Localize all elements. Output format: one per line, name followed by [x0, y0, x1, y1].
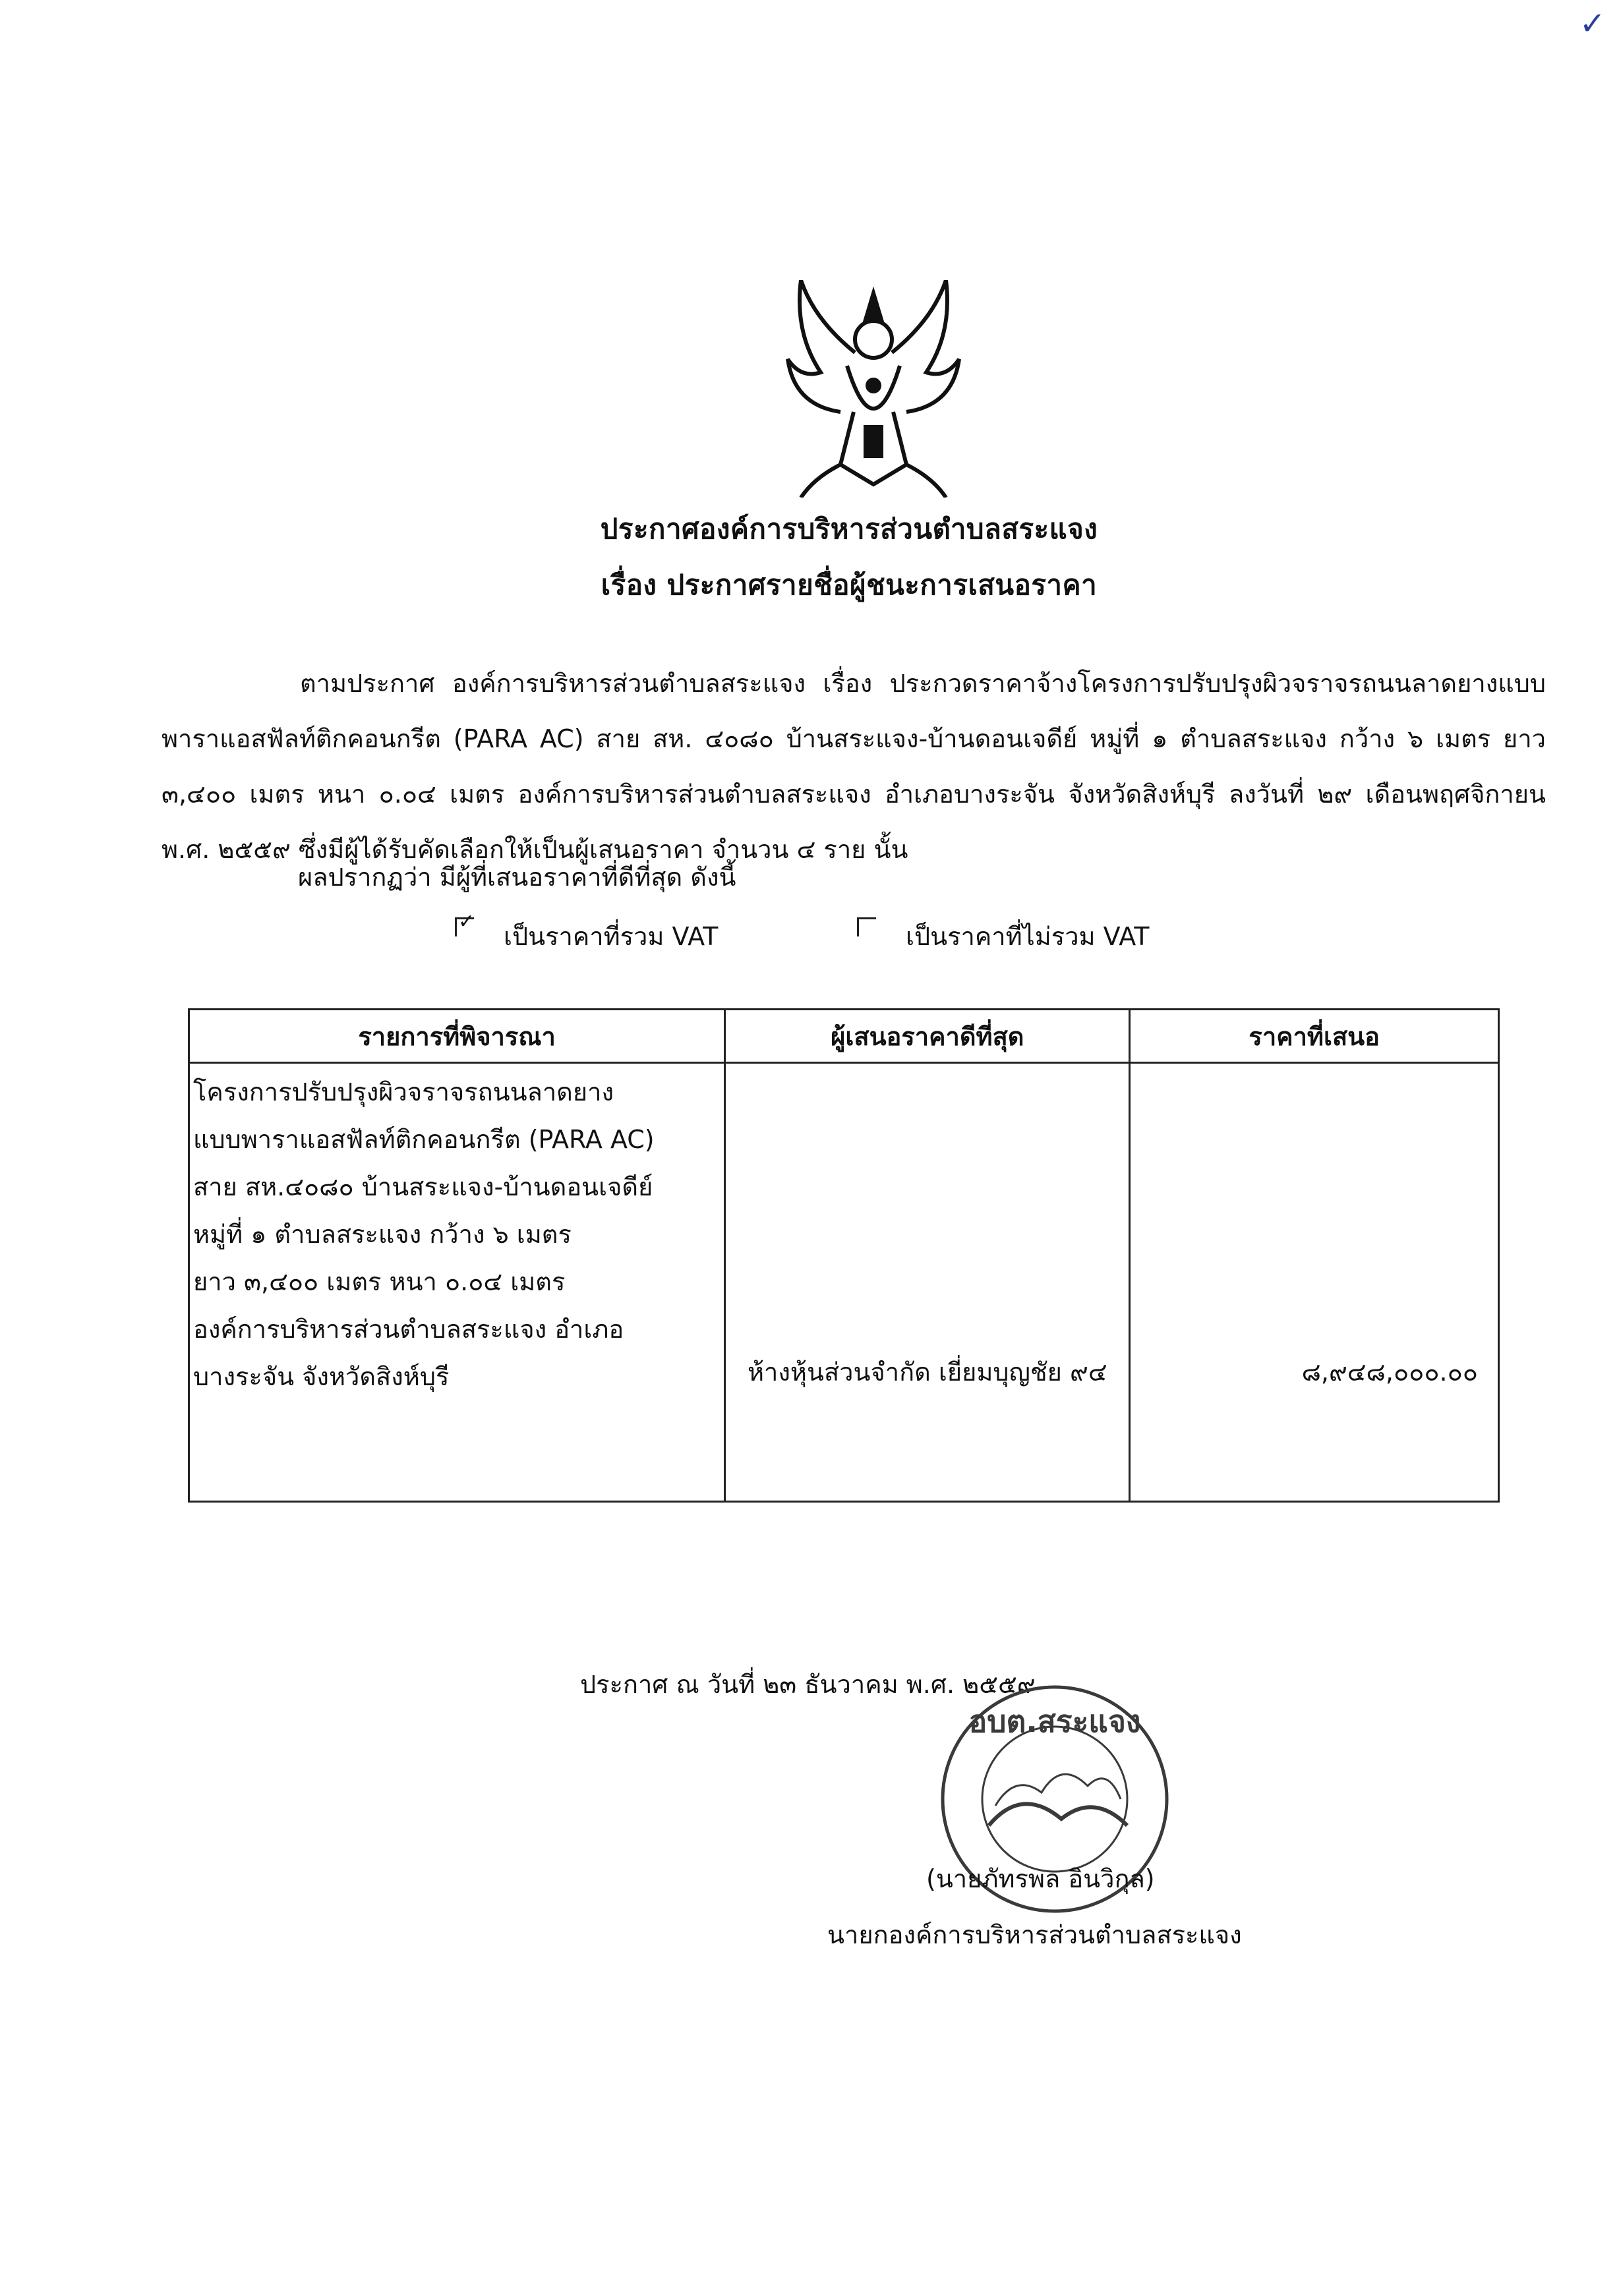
body-paragraph: ตามประกาศ องค์การบริหารส่วนตำบลสระแจง เรื่อง ประกวดราคาจ้างโครงการปรับปรุงผิวจราจรถนนลาดยางแบบพาราแอสฟัลท์ติกคอนกรีต (PARA AC) สาย สห. ๔๐๘๐ บ้านสระแจง-บ้านดอนเจดีย์ หมู่ที่ ๑ ตำบลสระแจง กว้าง ๖ เมตร ยาว ๓,๔๐๐ เมตร หนา ๐.๐๔ เมตร องค์การบริหารส่วนตำบลสระแจง อำเภอบางระจัน จังหวัดสิงห์บุรี ลงวันที่ ๒๙ เดือนพฤศจิกายน พ.ศ. ๒๕๕๙ ซึ่งมีผู้ได้รับคัดเลือกให้เป็นผู้เสนอราคา จำนวน ๔ ราย นั้น: [162, 669, 1546, 864]
column-header: รายการที่พิจารณา: [189, 1010, 725, 1063]
item-cell: [189, 1063, 725, 1502]
corner-check-mark: ✓: [1579, 5, 1606, 42]
announcement-body: [162, 656, 1546, 877]
result-line: ผลปรากฏว่า มีผู้ที่เสนอราคาที่ดีที่สุด ดังนี้: [298, 863, 736, 892]
checkbox-unchecked-icon: [857, 917, 876, 936]
stamp-text: อบต.สระแจง: [968, 1704, 1141, 1739]
table-header-row: [189, 1010, 1499, 1063]
item-description: โครงการปรับปรุงผิวจราจรถนนลาดยาง แบบพาราแอสฟัลท์ติกคอนกรีต (PARA AC) สาย สห.๔๐๘๐ บ้านสระแจง-บ้านดอนเจดีย์ หมู่ที่ ๑ ตำบลสระแจง กว้าง ๖ เมตร ยาว ๓,๔๐๐ เมตร หนา ๐.๐๔ เมตร องค์การบริหารส่วนตำบลสระแจง อำเภอ บางระจัน จังหวัดสิงห์บุรี: [193, 1077, 655, 1391]
announcement-title: ประกาศองค์การบริหารส่วนตำบลสระแจง: [600, 513, 1098, 545]
announcement-subject: เรื่อง ประกาศรายชื่อผู้ชนะการเสนอราคา: [601, 569, 1098, 601]
signer-position: นายกองค์การบริหารส่วนตำบลสระแจง: [827, 1920, 1242, 1949]
vat-option-excluded: [857, 916, 1150, 956]
vat-option-included: [455, 916, 718, 956]
garuda-emblem-icon: [775, 280, 972, 498]
bidder-cell: ห้างหุ้นส่วนจำกัด เยี่ยมบุญชัย ๙๔: [725, 1063, 1130, 1502]
vat-option-label: เป็นราคาที่ไม่รวม VAT: [906, 922, 1150, 951]
bid-result-table: [188, 1008, 1500, 1503]
price-cell: ๘,๙๔๘,๐๐๐.๐๐: [1130, 1063, 1499, 1502]
table-row: [189, 1063, 1499, 1502]
vat-option-label: เป็นราคาที่รวม VAT: [504, 922, 719, 951]
announcement-date: ประกาศ ณ วันที่ ๒๓ ธันวาคม พ.ศ. ๒๕๕๙: [580, 1670, 1036, 1699]
signer-name: (นายภัทรพล อินวิกุล): [926, 1864, 1155, 1893]
checkbox-checked-icon: [455, 917, 474, 936]
column-header: ราคาที่เสนอ: [1130, 1010, 1499, 1063]
column-header: ผู้เสนอราคาดีที่สุด: [725, 1010, 1130, 1063]
